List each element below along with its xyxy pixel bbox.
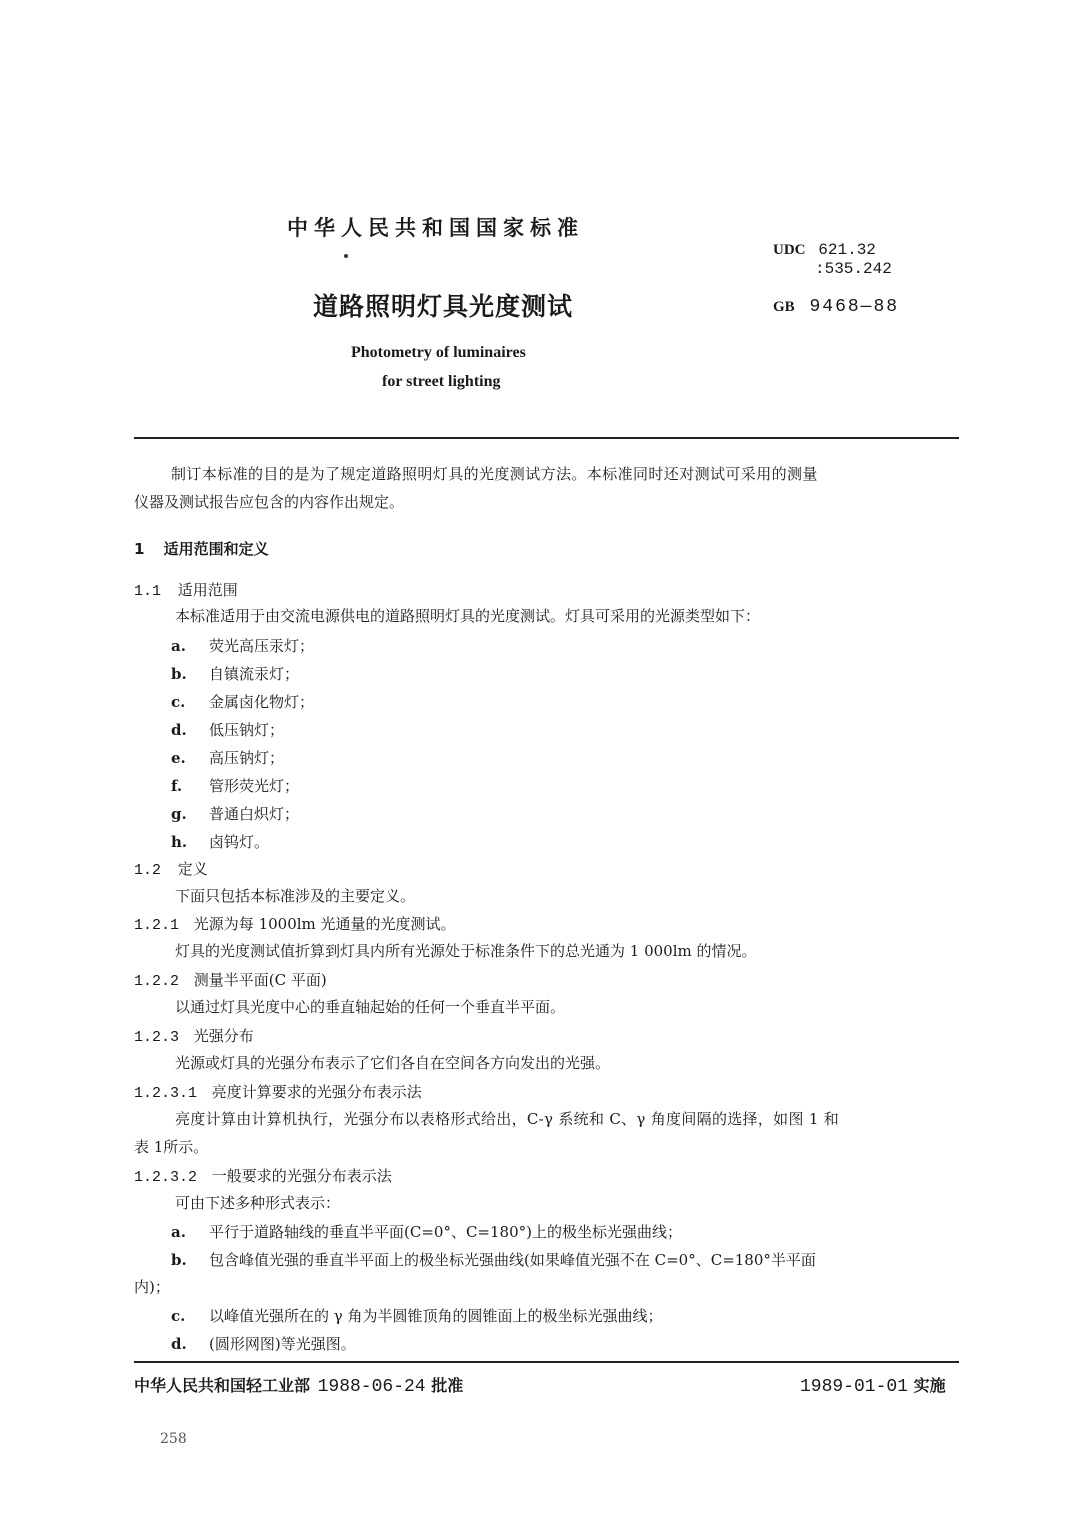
udc-code-line2: :535.242 <box>815 260 892 278</box>
approval-date: 1988-06-24 <box>317 1377 426 1397</box>
list-item-label: d. <box>171 721 187 739</box>
clause-1-2-3-text: 光源或灯具的光强分布表示了它们各自在空间各方向发出的光强。 <box>175 1054 611 1072</box>
section-number: 1 <box>134 540 145 558</box>
list-item <box>171 719 284 740</box>
list-item <box>171 803 299 824</box>
list-item <box>171 775 299 796</box>
list-item-label: b. <box>171 665 187 683</box>
clause-1-1-text: 本标准适用于由交流电源供电的道路照明灯具的光度测试。灯具可采用的光源类型如下： <box>175 607 761 625</box>
clause-1-2-1-heading <box>134 914 456 936</box>
clause-1-2-3-1-text-line1: 亮度计算由计算机执行，光强分布以表格形式给出，C-γ 系统和 C、γ 角度间隔的选择，如图 1 和 <box>175 1110 840 1128</box>
effective-word: 实施 <box>913 1376 946 1395</box>
effective-date: 1989-01-01 <box>800 1377 909 1397</box>
list-item-label: c. <box>171 693 186 711</box>
intro-line2: 仪器及测试报告应包含的内容作出规定。 <box>134 493 405 511</box>
clause-1-2-2-text: 以通过灯具光度中心的垂直轴起始的任何一个垂直半平面。 <box>175 998 566 1016</box>
standard-org: 中华人民共和国国家标准 <box>287 216 584 240</box>
udc-code-line1: 621.32 <box>818 241 876 259</box>
clause-1-2-2-heading <box>134 970 327 992</box>
list-item-text: 普通白炽灯； <box>209 805 300 823</box>
list-item-label: e. <box>171 749 186 767</box>
list-item <box>171 663 299 684</box>
clause-1-2-heading <box>134 859 208 881</box>
section-1-heading <box>134 538 269 559</box>
list-item-text: 包含峰值光强的垂直半平面上的极坐标光强曲线(如果峰值光强不在 C=0°、C=180°半平面 <box>209 1251 816 1269</box>
clause-number: 1.2.1 <box>134 917 180 934</box>
list-item-text: (圆形网图)等光强图。 <box>209 1335 356 1353</box>
clause-1-2-1-text: 灯具的光度测试值折算到灯具内所有光源处于标准条件下的总光通为 1 000lm 的情况。 <box>175 942 757 960</box>
section-title: 适用范围和定义 <box>163 540 269 558</box>
clause-1-2-3-heading <box>134 1026 254 1048</box>
list-item <box>171 635 314 656</box>
clause-1-2-3-1-heading <box>134 1082 422 1104</box>
english-title-line2: for street lighting <box>382 373 501 390</box>
effective-line <box>800 1373 946 1397</box>
approval-line <box>134 1373 463 1397</box>
udc-label: UDC <box>773 242 806 258</box>
list-item <box>171 1333 356 1354</box>
list-item-label: d. <box>171 1335 187 1353</box>
clause-title: 光强分布 <box>193 1027 254 1045</box>
list-item-text: 高压钠灯； <box>209 749 285 767</box>
list-item-text: 荧光高压汞灯； <box>209 637 315 655</box>
list-item-label: a. <box>171 637 186 655</box>
gb-block <box>773 297 899 317</box>
gb-number: 9468—88 <box>809 297 900 317</box>
approval-org: 中华人民共和国轻工业部 <box>134 1376 311 1395</box>
clause-number: 1.2 <box>134 862 162 879</box>
clause-number: 1.2.3.2 <box>134 1169 198 1186</box>
decorative-dot <box>344 254 348 258</box>
clause-title: 定义 <box>177 860 208 878</box>
list-item <box>171 691 314 712</box>
clause-1-2-3-1-text-line2: 表 1所示。 <box>134 1138 209 1156</box>
clause-title: 测量半平面(C 平面) <box>193 971 327 989</box>
header-divider <box>134 437 959 439</box>
approval-word: 批准 <box>431 1376 464 1395</box>
list-item-label: c. <box>171 1307 186 1325</box>
clause-number: 1.1 <box>134 583 162 600</box>
list-item-text: 平行于道路轴线的垂直半平面(C=0°、C=180°)上的极坐标光强曲线； <box>209 1223 682 1241</box>
footer-divider <box>134 1361 959 1363</box>
list-item-text: 自镇流汞灯； <box>209 665 300 683</box>
clause-1-2-3-2-text: 可由下述多种形式表示： <box>175 1194 341 1212</box>
list-item <box>171 747 284 768</box>
list-item <box>171 1249 816 1270</box>
gb-label: GB <box>773 299 795 315</box>
clause-number: 1.2.2 <box>134 973 180 990</box>
clause-1-1-heading <box>134 580 238 602</box>
document-title: 道路照明灯具光度测试 <box>313 292 574 321</box>
clause-title: 一般要求的光强分布表示法 <box>211 1167 392 1185</box>
list-item-continuation: 内)； <box>134 1278 170 1296</box>
list-item-text: 以峰值光强所在的 γ 角为半圆锥顶角的圆锥面上的极坐标光强曲线； <box>209 1307 663 1325</box>
list-item-label: a. <box>171 1223 186 1241</box>
list-item <box>171 1221 682 1242</box>
list-item <box>171 831 269 852</box>
list-item-label: f. <box>171 777 183 795</box>
clause-1-2-3-2-heading <box>134 1166 392 1188</box>
clause-1-2-text: 下面只包括本标准涉及的主要定义。 <box>175 887 416 905</box>
udc-block <box>773 240 876 259</box>
clause-title: 适用范围 <box>177 581 238 599</box>
page-number: 258 <box>160 1431 187 1447</box>
list-item-label: g. <box>171 805 187 823</box>
clause-title: 光源为每 1000lm 光通量的光度测试。 <box>193 915 456 933</box>
clause-title: 亮度计算要求的光强分布表示法 <box>211 1083 422 1101</box>
list-item-text: 金属卤化物灯； <box>209 693 315 711</box>
list-item-text: 低压钠灯； <box>209 721 285 739</box>
intro-line1: 制订本标准的目的是为了规定道路照明灯具的光度测试方法。本标准同时还对测试可采用的测量 <box>171 465 818 483</box>
list-item-label: h. <box>171 833 188 851</box>
list-item-label: b. <box>171 1251 187 1269</box>
list-item-text: 管形荧光灯； <box>209 777 300 795</box>
english-title-line1: Photometry of luminaires <box>351 344 526 361</box>
clause-number: 1.2.3.1 <box>134 1085 198 1102</box>
clause-number: 1.2.3 <box>134 1029 180 1046</box>
list-item <box>171 1305 663 1326</box>
list-item-text: 卤钨灯。 <box>209 833 270 851</box>
